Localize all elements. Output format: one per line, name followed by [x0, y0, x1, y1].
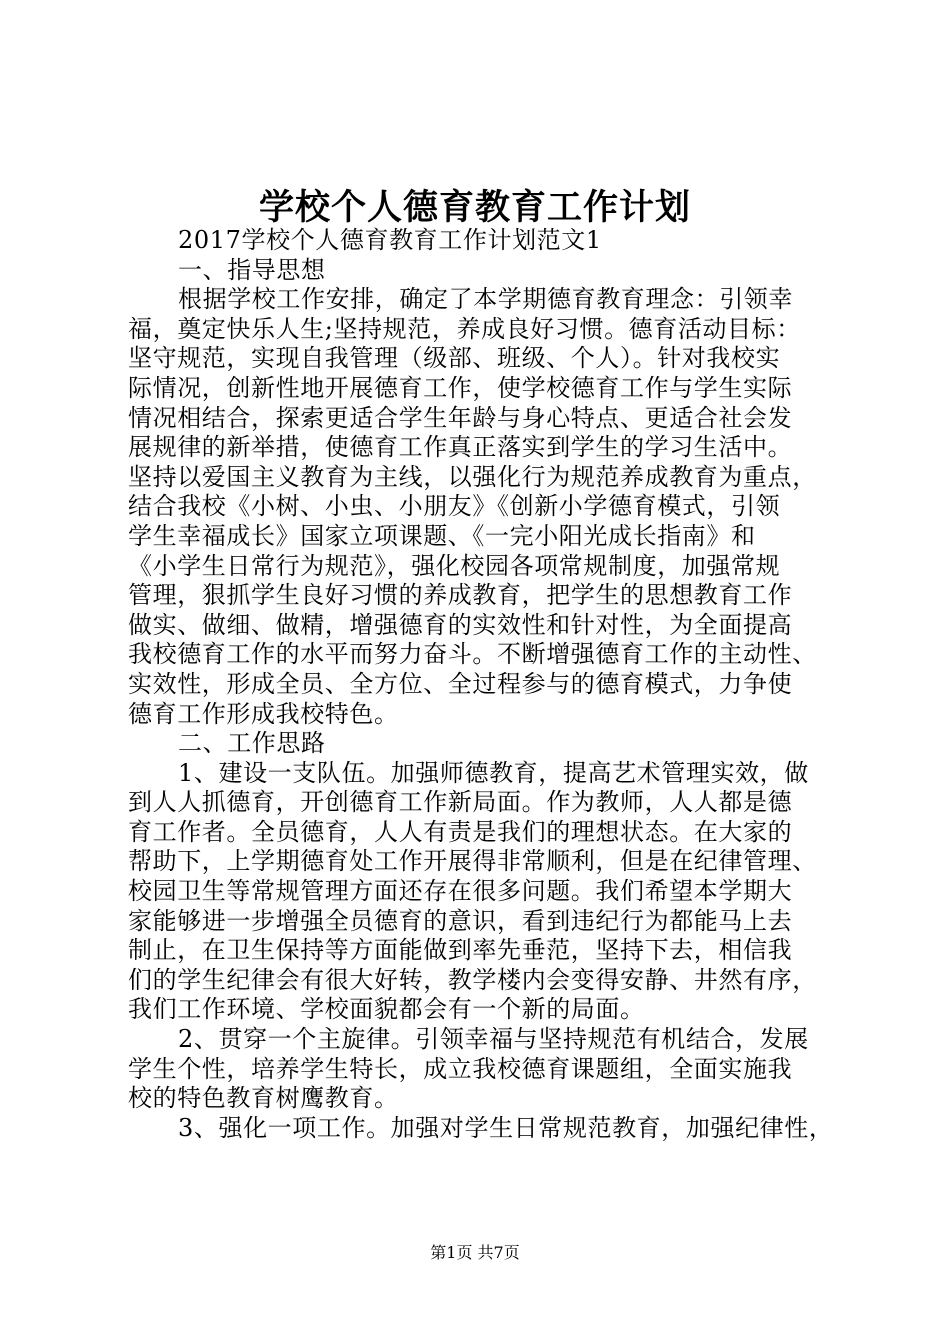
paragraph-line: 际情况，创新性地开展德育工作，使学校德育工作与学生实际	[128, 373, 793, 402]
paragraph-line: 制止，在卫生保持等方面能做到率先垂范，坚持下去，相信我	[128, 936, 793, 965]
paragraph-line: 福，奠定快乐人生;坚持规范，养成良好习惯。德育活动目标：	[128, 314, 801, 343]
paragraph-line: 们的学生纪律会有很大好转，教学楼内会变得安静、井然有序，	[128, 965, 817, 994]
paragraph-line: 管理，狠抓学生良好习惯的养成教育，把学生的思想教育工作	[128, 581, 793, 610]
paragraph-line: 做实、做细、做精，增强德育的实效性和针对性，为全面提高	[128, 610, 793, 639]
section-heading: 二、工作思路	[178, 729, 326, 758]
paragraph-line: 育工作者。全员德育，人人有责是我们的理想状态。在大家的	[128, 817, 793, 846]
paragraph-line: 我们工作环境、学校面貌都会有一个新的局面。	[128, 995, 645, 1024]
paragraph-line: 德育工作形成我校特色。	[128, 699, 399, 728]
paragraph-line: 校的特色教育树鹰教育。	[128, 1084, 399, 1113]
paragraph-line: 展规律的新举措，使德育工作真正落实到学生的学习生活中。	[128, 433, 793, 462]
paragraph-line: 情况相结合，探索更适合学生年龄与身心特点、更适合社会发	[128, 403, 793, 432]
paragraph-line: 2、贯穿一个主旋律。引领幸福与坚持规范有机结合，发展	[178, 1025, 809, 1054]
paragraph-line: 《小学生日常行为规范》，强化校园各项常规制度，加强常规	[128, 551, 781, 580]
subtitle-line: 2017学校个人德育教育工作计划范文1	[178, 226, 602, 254]
paragraph-line: 校园卫生等常规管理方面还存在很多问题。我们希望本学期大	[128, 877, 793, 906]
paragraph-line: 帮助下，上学期德育处工作开展得非常顺利，但是在纪律管理、	[128, 847, 817, 876]
paragraph-line: 3、强化一项工作。加强对学生日常规范教育，加强纪律性，	[178, 1113, 834, 1142]
document-body	[128, 226, 844, 1143]
document-title: 学校个人德育教育工作计划	[258, 187, 691, 228]
paragraph-line: 到人人抓德育，开创德育工作新局面。作为教师，人人都是德	[128, 788, 793, 817]
paragraph-line: 我校德育工作的水平而努力奋斗。不断增强德育工作的主动性、	[128, 640, 817, 669]
paragraph-line: 结合我校《小树、小虫、小朋友》《创新小学德育模式，引领	[128, 492, 781, 521]
paragraph-line: 坚守规范，实现自我管理（级部、班级、个人）。针对我校实	[128, 344, 781, 373]
paragraph-line: 学生个性，培养学生特长，成立我校德育课题组，全面实施我	[128, 1054, 793, 1083]
section-heading: 一、指导思想	[178, 255, 326, 284]
page-footer: 第1页 共7页	[430, 1243, 520, 1262]
paragraph-line: 家能够进一步增强全员德育的意识，看到违纪行为都能马上去	[128, 906, 793, 935]
paragraph-line: 学生幸福成长》国家立项课题、《一完小阳光成长指南》和	[128, 521, 756, 550]
paragraph-line: 根据学校工作安排，确定了本学期德育教育理念：引领幸	[178, 285, 793, 314]
paragraph-line: 实效性，形成全员、全方位、全过程参与的德育模式，力争使	[128, 669, 793, 698]
paragraph-line: 坚持以爱国主义教育为主线，以强化行为规范养成教育为重点，	[128, 462, 817, 491]
paragraph-line: 1、建设一支队伍。加强师德教育，提高艺术管理实效，做	[178, 758, 809, 787]
